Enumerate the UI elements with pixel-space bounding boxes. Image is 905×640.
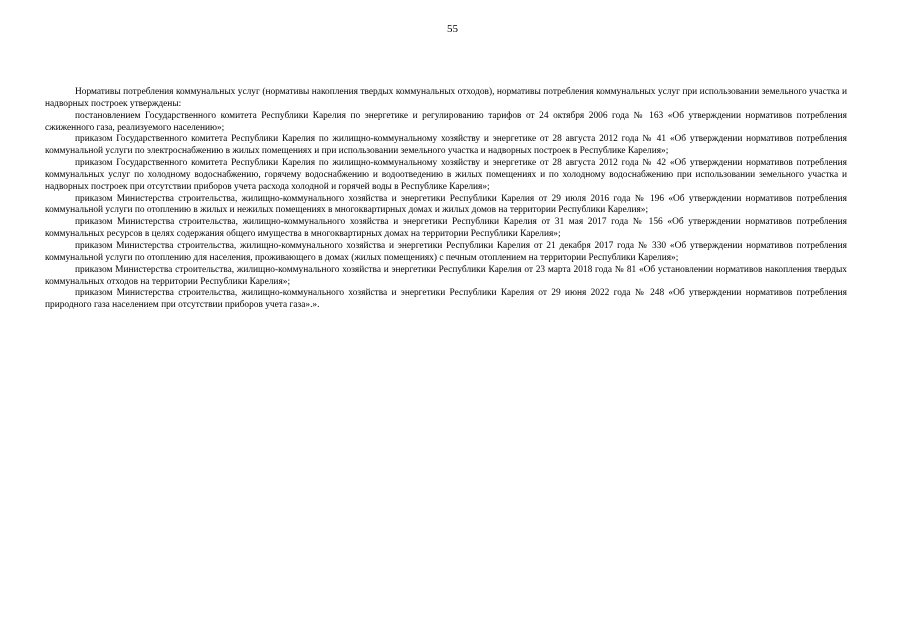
document-body [45, 87, 847, 312]
paragraph-item: приказом Государственного комитета Республики Карелия по жилищно-коммунальному хозяйству и энергетике от 28 августа 2012 года № 42 «Об утверждении нормативов потребления коммунальных услуг по холодному водоснабжению, горячему водоснабжению и водоотведению в жилых помещениях и по холодному водоснабжению при использовании земельного участка и надворных построек при отсутствии приборов учета расхода холодной и горячей воды в Республике Карелия»; [45, 158, 847, 192]
paragraph-item: приказом Министерства строительства, жилищно-коммунального хозяйства и энергетики Республики Карелия от 31 мая 2017 года № 156 «Об утверждении нормативов потребления коммунальных ресурсов в целях содержания общего имущества в многоквартирных домах на территории Республики Карелия»; [45, 217, 847, 240]
paragraph-item: приказом Министерства строительства, жилищно-коммунального хозяйства и энергетики Республики Карелия от 21 декабря 2017 года № 330 «Об утверждении нормативов потребления коммунальной услуги по отоплению для населения, проживающего в домах (жилых помещениях) с печным отоплением на территории Республики Карелия»; [45, 240, 847, 263]
paragraph-intro: Нормативы потребления коммунальных услуг (нормативы накопления твердых коммунальных отходов), нормативы потребления коммунальных услуг при использовании земельного участка и надворных построек утверждены: [45, 87, 847, 109]
page-number: 55 [447, 23, 458, 35]
paragraph-item: приказом Государственного комитета Республики Карелия по жилищно-коммунальному хозяйству и энергетике от 28 августа 2012 года № 41 «Об утверждении нормативов потребления коммунальной услуги по электроснабжению в жилых помещениях и при использовании земельного участка и надворных построек в Республике Карелия»; [45, 134, 847, 157]
paragraph-item: постановлением Государственного комитета Республики Карелия по энергетике и регулированию тарифов от 24 октября 2006 года № 163 «Об утверждении нормативов потребления сжиженного газа, реализуемого населению»; [45, 110, 847, 133]
paragraph-item: приказом Министерства строительства, жилищно-коммунального хозяйства и энергетики Республики Карелия от 29 июля 2016 года № 196 «Об утверждении нормативов потребления коммунальной услуги по отоплению в жилых и нежилых помещениях в многоквартирных домах и жилых домов на территории Республики Карелия»; [45, 193, 847, 216]
paragraph-item: приказом Министерства строительства, жилищно-коммунального хозяйства и энергетики Республики Карелия от 23 марта 2018 года № 81 «Об установлении нормативов накопления твердых коммунальных отходов на территории Республики Карелия»; [45, 264, 847, 287]
paragraph-item: приказом Министерства строительства, жилищно-коммунального хозяйства и энергетики Республики Карелия от 29 июня 2022 года № 248 «Об утверждении нормативов потребления природного газа населением при отсутствии приборов учета газа».». [45, 288, 847, 311]
